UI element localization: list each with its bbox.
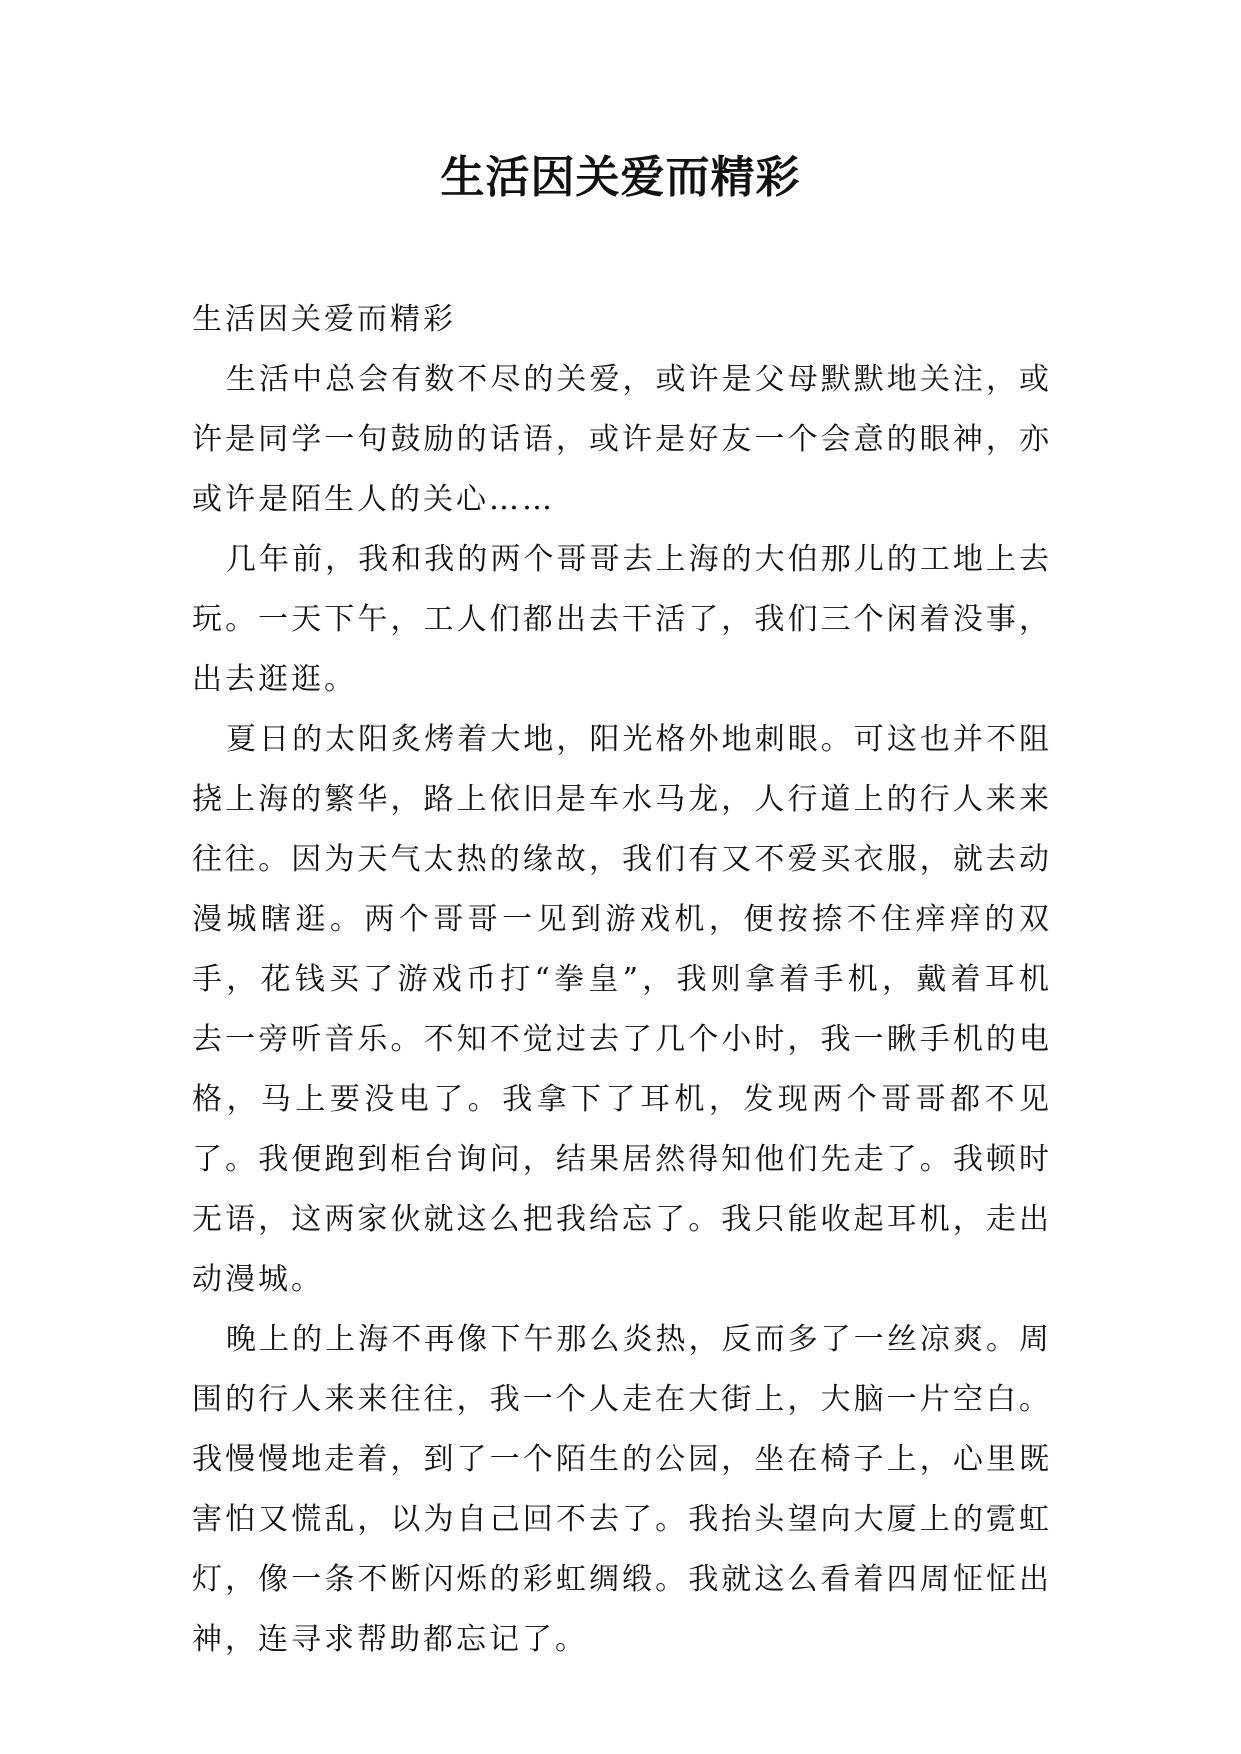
- paragraph: 几年前，我和我的两个哥哥去上海的大伯那儿的工地上去玩。一天下午，工人们都出去干活了，我们三个闲着没事，出去逛逛。: [192, 542, 1052, 697]
- document-body: [192, 290, 1052, 1670]
- document-subtitle: 生活因关爱而精彩: [192, 302, 456, 337]
- document-title: 生活因关爱而精彩: [440, 152, 801, 203]
- paragraph: 晚上的上海不再像下午那么炎热，反而多了一丝凉爽。周围的行人来来往往，我一个人走在大街上，大脑一片空白。我慢慢地走着，到了一个陌生的公园，坐在椅子上，心里既害怕又慌乱，以为自己回不去了。我抬头望向大厦上的霓虹灯，像一条不断闪烁的彩虹绸缎。我就这么看着四周怔怔出神，连寻求帮助都忘记了。: [192, 1322, 1052, 1657]
- paragraph: 夏日的太阳炙烤着大地，阳光格外地刺眼。可这也并不阻挠上海的繁华，路上依旧是车水马龙，人行道上的行人来来往往。因为天气太热的缘故，我们有又不爱买衣服，就去动漫城瞎逛。两个哥哥一见到游戏机，便按捺不住痒痒的双手，花钱买了游戏币打“拳皇”，我则拿着手机，戴着耳机去一旁听音乐。不知不觉过去了几个小时，我一瞅手机的电格，马上要没电了。我拿下了耳机，发现两个哥哥都不见了。我便跑到柜台询问，结果居然得知他们先走了。我顿时无语，这两家伙就这么把我给忘了。我只能收起耳机，走出动漫城。: [192, 722, 1052, 1297]
- paragraph: 生活中总会有数不尽的关爱，或许是父母默默地关注，或许是同学一句鼓励的话语，或许是好友一个会意的眼神，亦或许是陌生人的关心……: [192, 362, 1052, 517]
